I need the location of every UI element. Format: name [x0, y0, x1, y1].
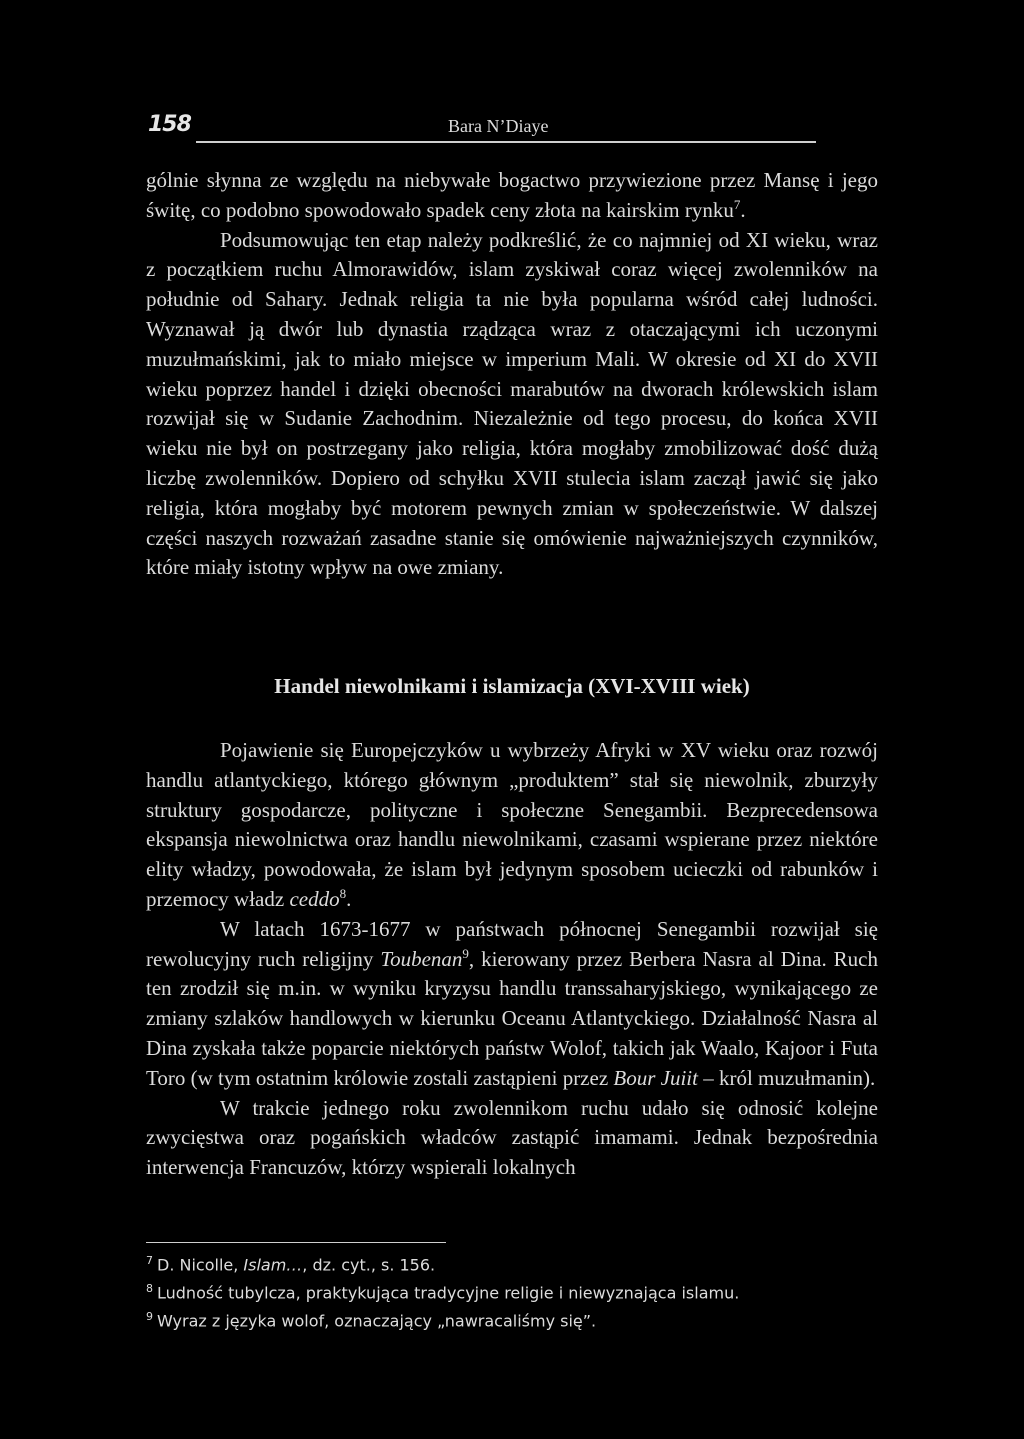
footnote-8: $^8$ Ludność tubylcza, praktykująca tradycyjne religie i niewyznająca islamu. [146, 1281, 740, 1303]
page-header [148, 112, 816, 146]
footnote-ref-8: 8 [339, 885, 347, 901]
footnote-9: $^9$ Wyraz z języka wolof, oznaczający „nawracaliśmy się”. [146, 1309, 597, 1330]
running-head-author: Bara N’Diaye [448, 116, 549, 136]
paragraph-summary: Podsumowując ten etap należy podkreślić, że co najmniej od XI wieku, wraz z początkiem ruchu Almorawidów, islam zyskiwał coraz więcej zwolenników na południe od Sahary. Jednak religia ta nie była popularna wśród całej ludności. Wyznawał ją dwór lub dynastia rządząca wraz z otaczającymi ich uczonymi muzułmańskimi, jak to miało miejsce w imperium Mali. W okresie od XI do XVII wieku poprzez handel i dzięki obecności marabutów na dworach królewskich islam rozwijał się w Sudanie Zachodnim. Niezależnie od tego procesu, do końca XVII wieku nie był on postrzegany jako religia, która mogłaby zmobilizować dość dużą liczbę zwolenników. Dopiero od schyłku XVII stulecia islam zaczął jawić się jako religia, która mogłaby być motorem pewnych zmian w społeczeństwie. W dalszej części naszych rozważań zasadne stanie się omówienie najważniejszych czynników, które miały istotny wpływ na owe zmiany. [146, 227, 878, 580]
body-text-bottom [146, 736, 878, 1183]
paragraph-victories: W trakcie jednego roku zwolennikom ruchu udało się odnosić kolejne zwycięstwa oraz pogańskich władców zastąpić imamami. Jednak bezpośrednia interwencja Francuzów, którzy wspierali lokalnych [146, 1095, 878, 1180]
footnote-7: $^7$ D. Nicolle, Islam…, dz. cyt., s. 156. [146, 1254, 436, 1275]
section-heading: Handel niewolnikami i islamizacja (XVI-XVIII wiek) [274, 674, 750, 698]
body-text-top [146, 166, 878, 583]
footnote-ref-7: 7 [733, 196, 741, 212]
paragraph-continued: gólnie słynna ze względu na niebywałe bogactwo przywiezione przez Mansę i jego świtę, co podobno spowodowało spadek ceny złota na kairskim rynku$^7$. [146, 168, 878, 222]
footnotes [146, 1249, 886, 1332]
header-rule [196, 141, 816, 143]
footnote-ref-9: 9 [462, 945, 469, 961]
paragraph-toubenan: W latach 1673-1677 w państwach północnej Senegambii rozwijał się rewolucyjny ruch religijny Toubenan$^9$, kierowany przez Berbera Nasra al Dina. Ruch ten zrodził się m.in. w wyniku kryzysu handlu transsaharyjskiego, wynikającego ze zmiany szlaków handlowych w kierunku Oceanu Atlantyckiego. Działalność Nasra al Dina zyskała także poparcie niektórych państw Wolof, takich jak Waalo, Kajoor i Futa Toro (w tym ostatnim królowie zostali zastąpieni przez Bour Juiit – król muzułmanin). [146, 916, 878, 1090]
page-number: 158 [148, 112, 191, 137]
paragraph-europeans: Pojawienie się Europejczyków u wybrzeży Afryki w XV wieku oraz rozwój handlu atlantyckiego, którego głównym „produktem” stał się niewolnik, zburzyły struktury gospodarcze, polityczne i społeczne Senegambii. Bezprecedensowa ekspansja niewolnictwa oraz handlu niewolnikami, czasami wspierane przez niektóre elity władzy, powodowała, że islam był jedynym sposobem ucieczki od rabunków i przemocy władz ceddo$^8$. [146, 738, 878, 911]
footnote-rule [146, 1242, 446, 1243]
